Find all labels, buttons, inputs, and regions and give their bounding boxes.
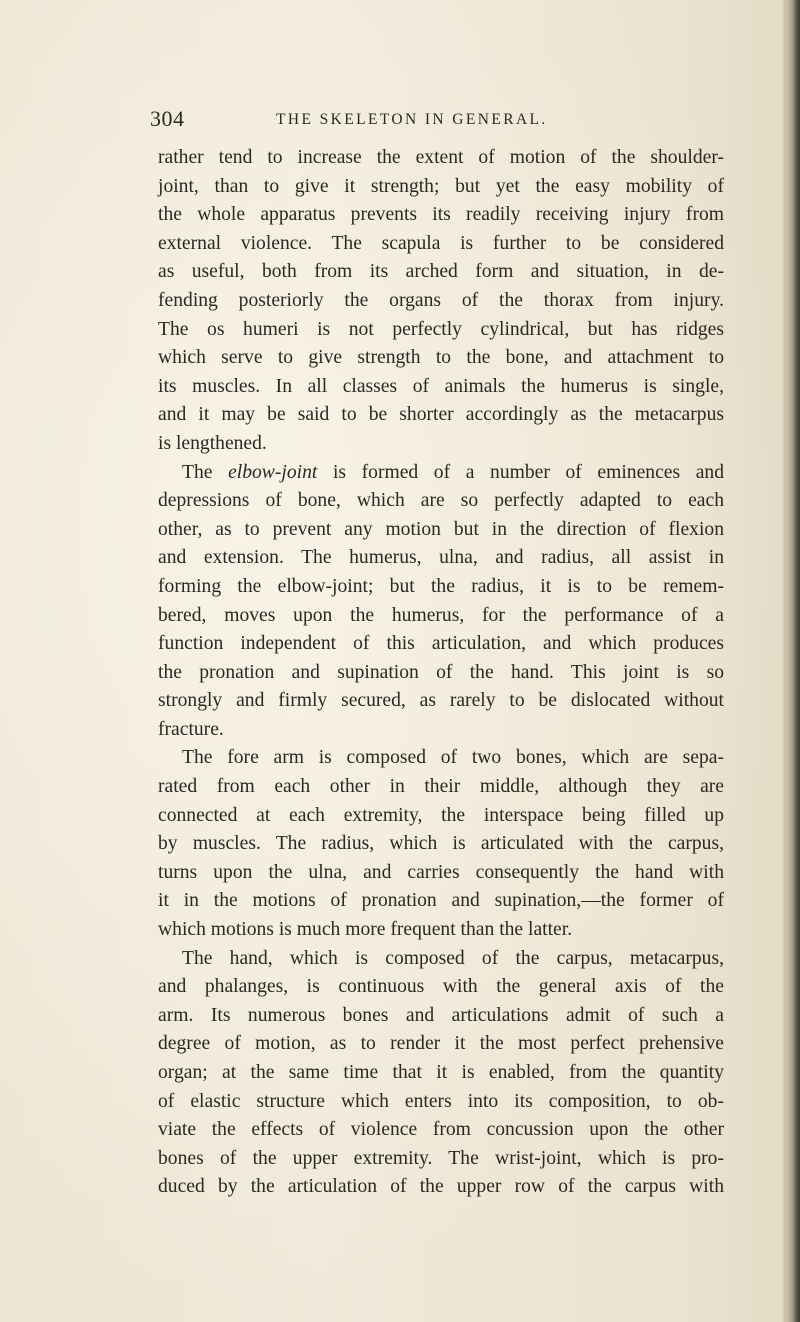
text-line: rather tend to increase the extent of motion of the shoulder- xyxy=(158,147,724,168)
text-line: bered, moves upon the humerus, for the performance of a xyxy=(158,604,724,626)
text-line: by muscles. The radius, which is articulated with the carpus, xyxy=(158,833,724,855)
text-line: which motions is much more frequent than the latter. xyxy=(158,919,573,941)
text-line: the whole apparatus prevents its readily receiving injury from xyxy=(158,204,724,226)
text-line: depressions of bone, which are so perfectly adapted to each xyxy=(158,490,724,512)
text-line: arm. Its numerous bones and articulations admit of such a xyxy=(158,1004,724,1026)
text-line: external violence. The scapula is further to be considered xyxy=(158,232,724,254)
text-line: strongly and firmly secured, as rarely to be dislocated without xyxy=(158,690,724,712)
text-line: the pronation and supination of the hand. This joint is so xyxy=(158,661,724,683)
text-line: The hand, which is composed of the carpus, metacarpus, xyxy=(182,947,724,969)
text-line-rest: is formed of a number of eminences and xyxy=(332,461,724,483)
text-line: and extension. The humerus, ulna, and radius, all assist in xyxy=(158,547,724,569)
text-line: connected at each extremity, the interspace being filled up xyxy=(158,804,724,826)
text-line: bones of the upper extremity. The wrist-joint, which is pro- xyxy=(158,1147,724,1169)
page-number: 304 xyxy=(150,106,185,131)
body-text xyxy=(158,144,724,1202)
text-line: other, as to prevent any motion but in the direction of flexion xyxy=(158,518,724,540)
text-line: as useful, both from its arched form and situation, in de- xyxy=(158,261,724,283)
book-binding xyxy=(786,0,800,1322)
text-line: degree of motion, as to render it the most perfect prehensive xyxy=(158,1033,724,1055)
text-line: function independent of this articulation, and which produces xyxy=(158,633,724,655)
text-line: turns upon the ulna, and carries consequently the hand with xyxy=(158,861,724,883)
running-head-title: THE SKELETON IN GENERAL. xyxy=(276,111,548,128)
running-head xyxy=(150,108,700,138)
paragraph-lead: The xyxy=(182,461,213,483)
text-line: it in the motions of pronation and supination,—the former of xyxy=(158,890,724,912)
text-line: rated from each other in their middle, although they are xyxy=(158,776,724,798)
text-line: fracture. xyxy=(158,718,224,740)
text-line: and phalanges, is continuous with the general axis of the xyxy=(158,976,724,998)
text-line: of elastic structure which enters into its composition, to ob- xyxy=(158,1090,724,1112)
text-line: fending posteriorly the organs of the thorax from injury. xyxy=(158,289,724,311)
text-line: duced by the articulation of the upper row of the carpus with xyxy=(158,1176,724,1198)
text-line: organ; at the same time that it is enabled, from the quantity xyxy=(158,1062,724,1083)
text-line: and it may be said to be shorter accordingly as the metacarpus xyxy=(158,404,724,426)
text-line: which serve to give strength to the bone, and attachment to xyxy=(158,347,724,369)
text-line: its muscles. In all classes of animals the humerus is single, xyxy=(158,375,724,397)
text-line: is lengthened. xyxy=(158,432,267,454)
text-line: The os humeri is not perfectly cylindrical, but has ridges xyxy=(158,318,724,340)
text-line: viate the effects of violence from concussion upon the other xyxy=(158,1119,724,1141)
text-line: joint, than to give it strength; but yet the easy mobility of xyxy=(158,175,724,197)
elbow-paragraph-first-line xyxy=(158,459,724,488)
text-line: forming the elbow-joint; but the radius, it is to be remem- xyxy=(158,575,724,597)
text-line: The fore arm is composed of two bones, which are sepa- xyxy=(182,747,724,769)
italic-term: elbow-joint xyxy=(228,461,318,483)
